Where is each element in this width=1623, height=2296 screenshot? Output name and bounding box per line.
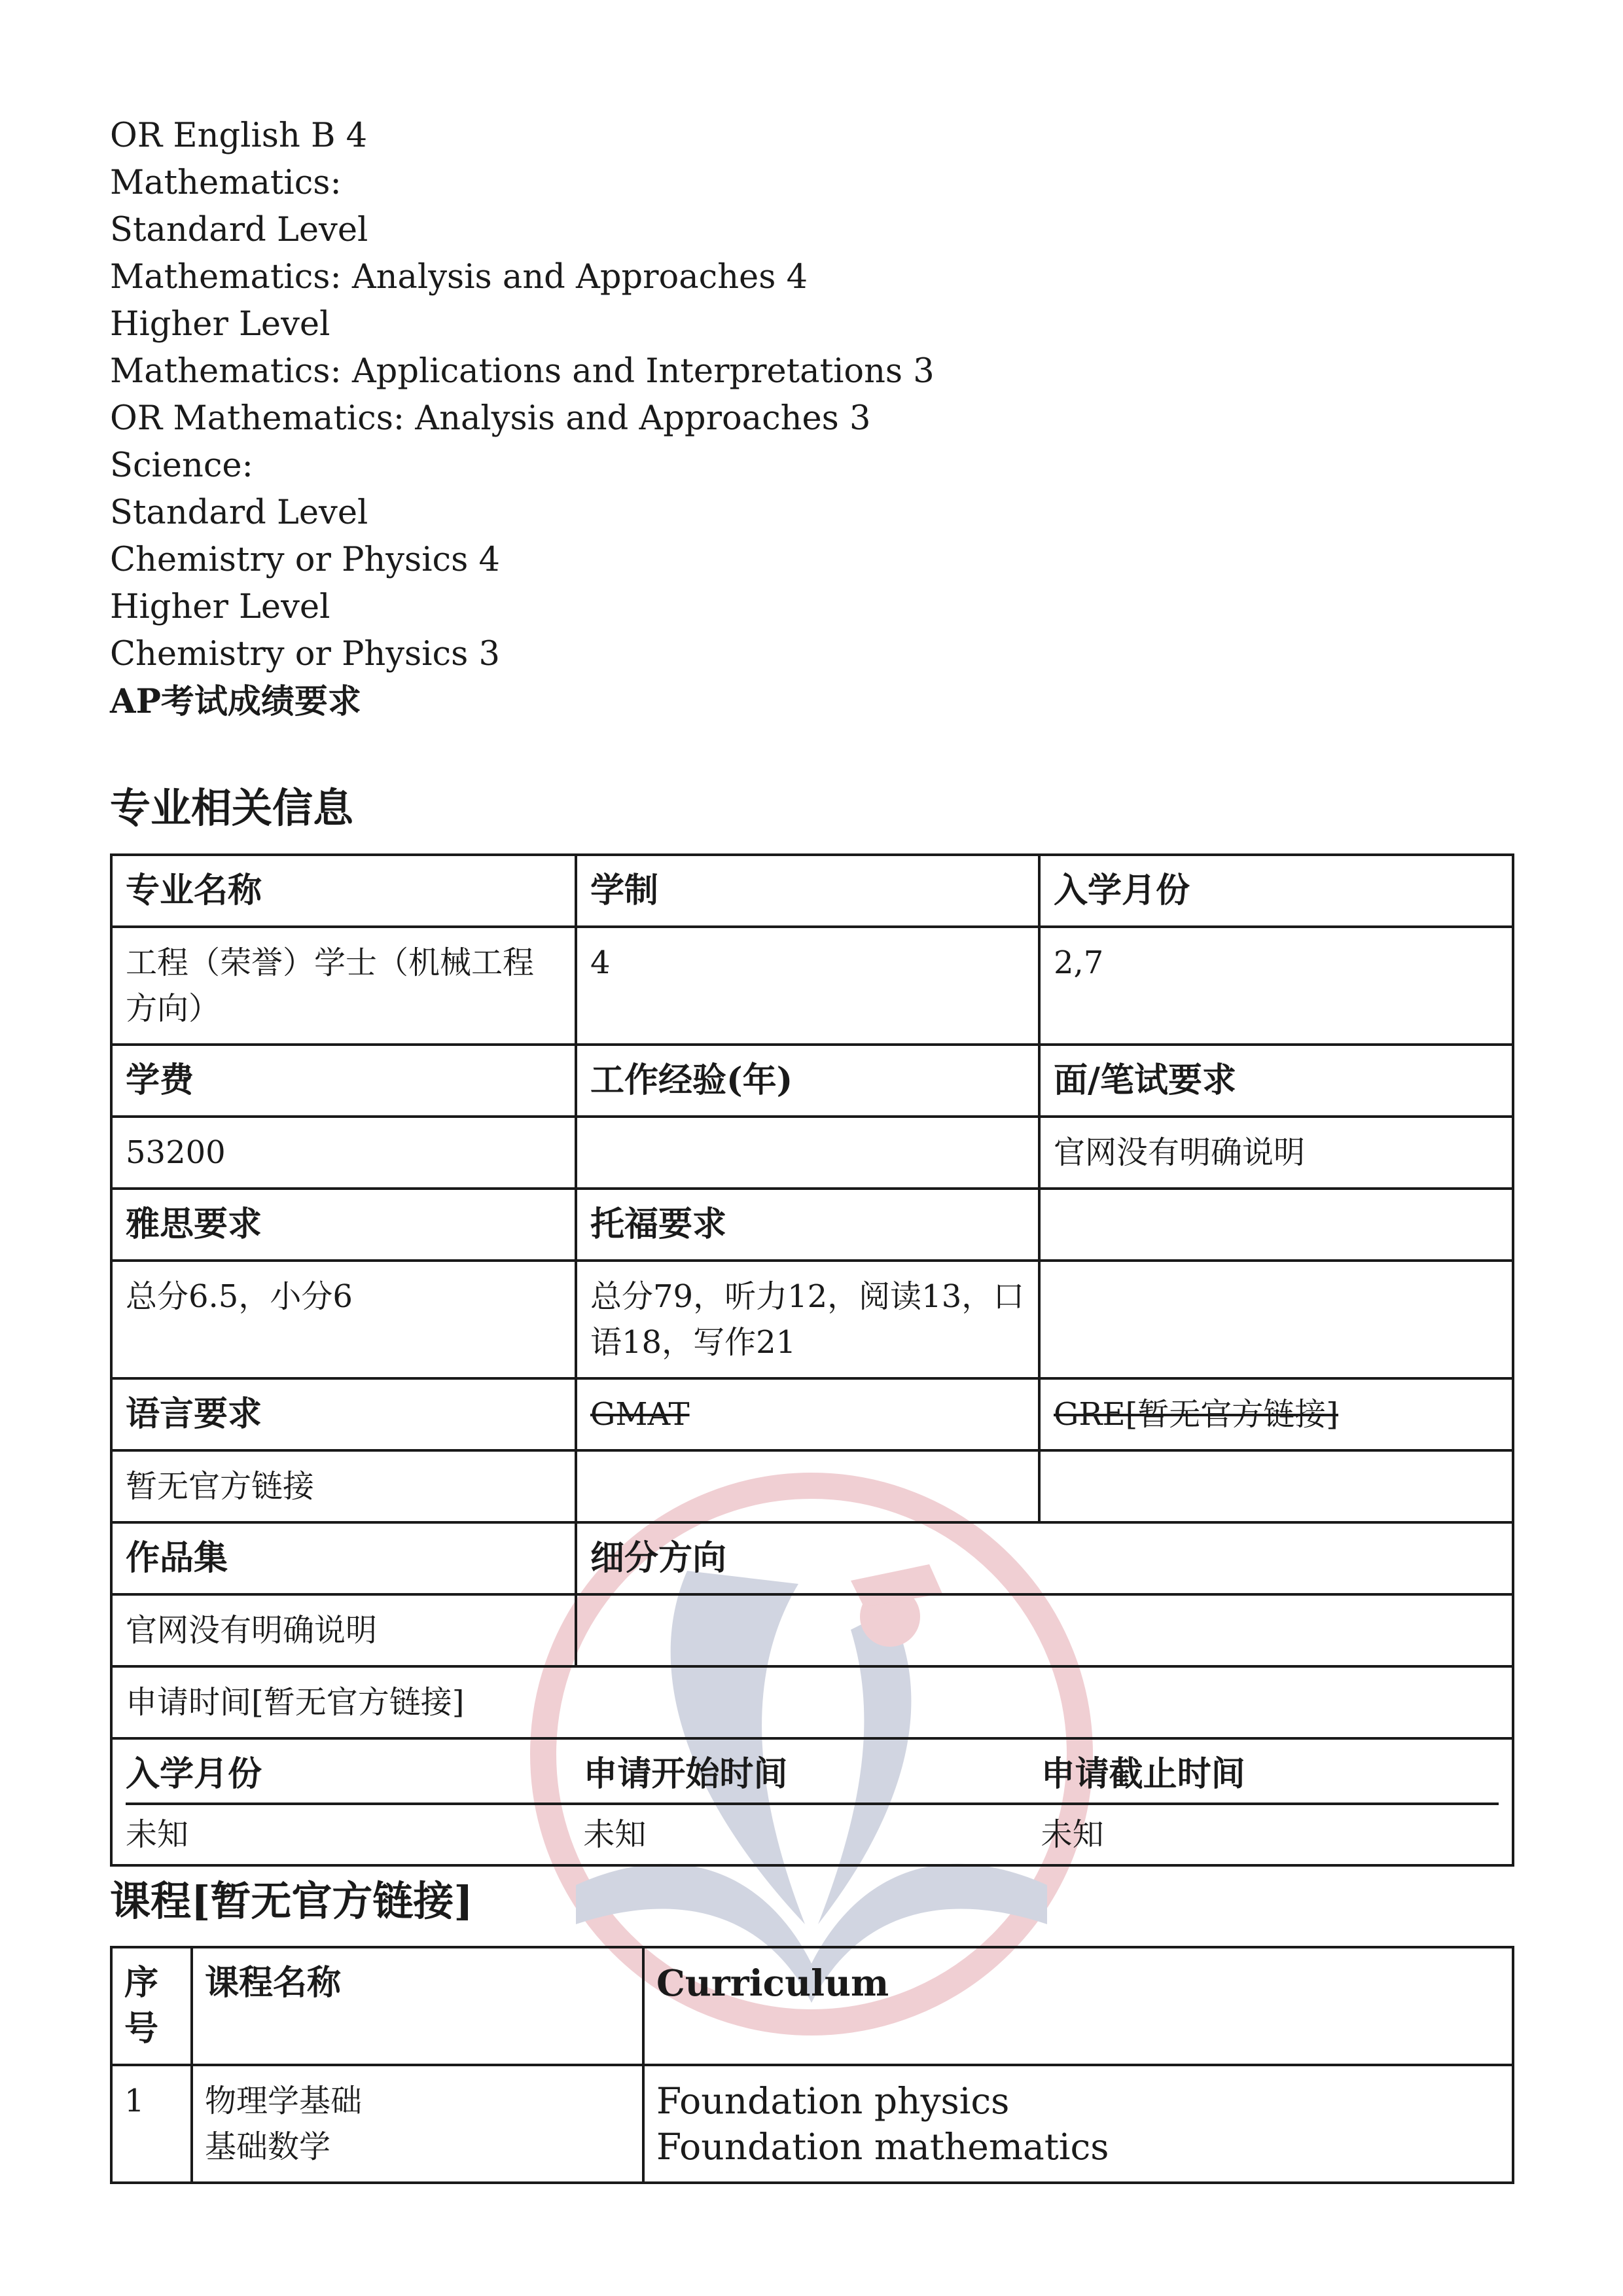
value-intake: 未知 bbox=[126, 1816, 189, 1853]
requirement-line: Higher Level bbox=[110, 305, 330, 344]
header-toefl: 托福要求 bbox=[575, 1190, 1038, 1259]
value-tuition: 53200 bbox=[126, 1134, 226, 1171]
value-interview-requirement: 官网没有明确说明 bbox=[1038, 1118, 1512, 1187]
requirement-line: Standard Level bbox=[110, 211, 368, 249]
header-curriculum: Curriculum bbox=[642, 1948, 1512, 2064]
header-course-name: 课程名称 bbox=[190, 1948, 642, 2064]
requirement-line: Science: bbox=[110, 446, 253, 485]
value-specialization bbox=[575, 1596, 1512, 1665]
value-gmat bbox=[575, 1452, 1038, 1521]
table-row bbox=[113, 1377, 1512, 1449]
value-application-deadline: 未知 bbox=[1041, 1816, 1104, 1853]
requirement-line: Higher Level bbox=[110, 588, 330, 626]
header-gmat: GMAT bbox=[575, 1380, 1038, 1449]
table-row bbox=[113, 1948, 1512, 2064]
value-gre bbox=[1038, 1452, 1512, 1521]
table-row bbox=[113, 1187, 1512, 1259]
value-language-requirement: 暂无官方链接 bbox=[126, 1468, 315, 1505]
course-name: 基础数学 bbox=[205, 2128, 331, 2165]
table-row bbox=[113, 1665, 1512, 1737]
application-time-label: 申请时间[暂无官方链接] bbox=[126, 1684, 465, 1721]
table-row bbox=[113, 1259, 1512, 1377]
table-row bbox=[113, 1737, 1512, 1864]
course-section-title: 课程[暂无官方链接] bbox=[110, 1877, 473, 1925]
header-major-name: 专业名称 bbox=[126, 870, 262, 910]
curriculum-item: Foundation mathematics bbox=[656, 2126, 1109, 2168]
header-duration: 学制 bbox=[575, 856, 1038, 925]
header-portfolio: 作品集 bbox=[126, 1538, 228, 1578]
header-intake: 入学月份 bbox=[126, 1751, 583, 1805]
header-ielts: 雅思要求 bbox=[126, 1204, 262, 1244]
value-duration: 4 bbox=[575, 928, 1038, 1043]
value-intake-month: 2,7 bbox=[1038, 928, 1512, 1043]
intake-schedule bbox=[113, 1740, 1512, 1864]
requirement-line: Standard Level bbox=[110, 493, 368, 532]
value-application-start: 未知 bbox=[583, 1816, 647, 1853]
header-application-start: 申请开始时间 bbox=[583, 1751, 1041, 1805]
course-table bbox=[110, 1946, 1514, 2184]
header-intake-month: 入学月份 bbox=[1038, 856, 1512, 925]
header-tuition: 学费 bbox=[126, 1060, 194, 1100]
major-info-table bbox=[110, 853, 1514, 1867]
requirement-line: Mathematics: Analysis and Approaches 4 bbox=[110, 258, 808, 296]
table-row bbox=[113, 1115, 1512, 1187]
header-application-deadline: 申请截止时间 bbox=[1041, 1751, 1499, 1805]
requirement-lines bbox=[110, 113, 935, 725]
requirement-line: Mathematics: bbox=[110, 164, 342, 202]
header-interview-requirement: 面/笔试要求 bbox=[1038, 1046, 1512, 1115]
requirement-line: Mathematics: Applications and Interpretations 3 bbox=[110, 352, 935, 391]
table-row bbox=[113, 1593, 1512, 1665]
header-work-experience: 工作经验(年) bbox=[575, 1046, 1038, 1115]
course-name-cell bbox=[190, 2066, 642, 2181]
header-specialization: 细分方向 bbox=[575, 1524, 1512, 1593]
curriculum-item: Foundation physics bbox=[656, 2080, 1010, 2122]
table-row bbox=[113, 1449, 1512, 1521]
curriculum-cell bbox=[642, 2066, 1512, 2181]
value-toefl: 总分79，听力12，阅读13，口语18，写作21 bbox=[575, 1262, 1038, 1377]
table-row bbox=[113, 856, 1512, 925]
requirement-line: Chemistry or Physics 4 bbox=[110, 541, 500, 579]
major-section-title: 专业相关信息 bbox=[110, 784, 354, 832]
table-row bbox=[113, 925, 1512, 1043]
value-major-name: 工程（荣誉）学士（机械工程方向） bbox=[126, 944, 535, 1027]
ap-heading: AP考试成绩要求 bbox=[110, 682, 361, 721]
course-number: 1 bbox=[124, 2083, 145, 2119]
table-row bbox=[113, 1043, 1512, 1115]
requirement-line: OR Mathematics: Analysis and Approaches 3 bbox=[110, 399, 871, 438]
header-number: 序号 bbox=[124, 1963, 159, 2049]
header-gre: GRE[暂无官方链接] bbox=[1038, 1380, 1512, 1449]
value-work-experience bbox=[575, 1118, 1038, 1187]
requirement-line: OR English B 4 bbox=[110, 117, 368, 155]
table-row bbox=[113, 2064, 1512, 2181]
value-portfolio: 官网没有明确说明 bbox=[126, 1612, 378, 1649]
course-name: 物理学基础 bbox=[205, 2083, 363, 2119]
value-empty bbox=[1038, 1262, 1512, 1377]
header-language-requirement: 语言要求 bbox=[126, 1394, 262, 1434]
header-empty bbox=[1038, 1190, 1512, 1259]
requirement-line: Chemistry or Physics 3 bbox=[110, 635, 500, 673]
table-row bbox=[113, 1521, 1512, 1593]
value-ielts: 总分6.5，小分6 bbox=[126, 1278, 353, 1315]
